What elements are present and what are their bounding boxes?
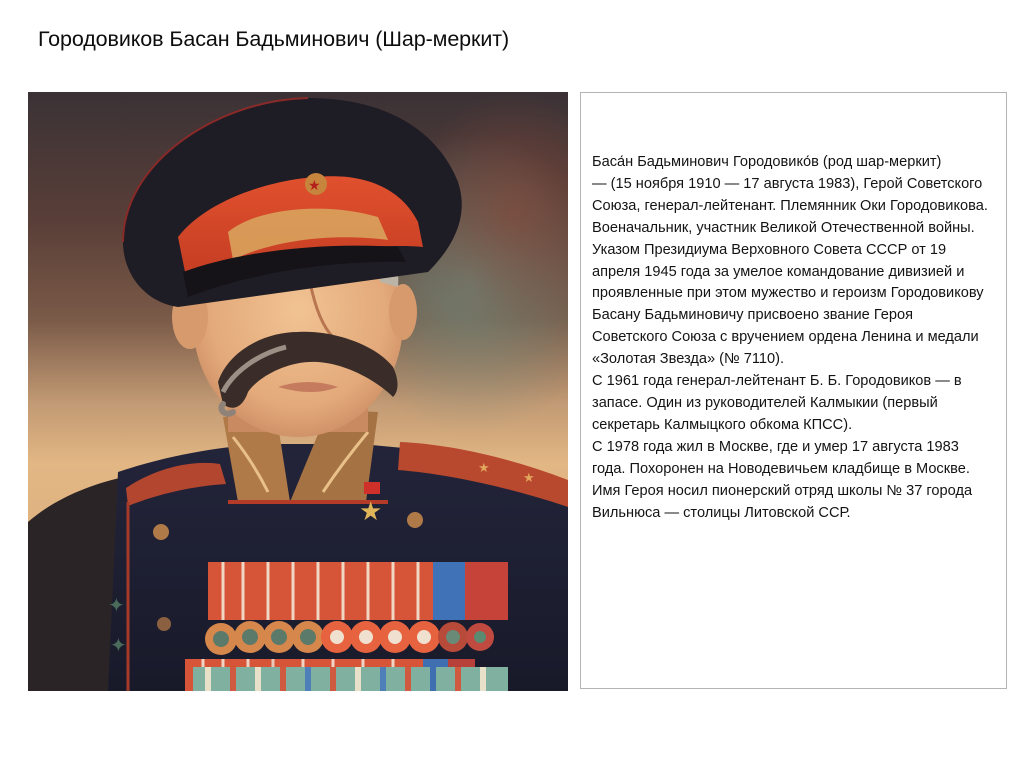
svg-text:★: ★ <box>359 497 383 527</box>
bio-paragraph-memory: Имя Героя носил пионерский отряд школы № 37 города Вильнюса — столицы Литовской ССР. <box>592 482 973 521</box>
svg-text:★: ★ <box>308 178 321 194</box>
svg-text:★: ★ <box>523 471 535 486</box>
bio-paragraph-name: Баса́н Бадьминович Городовико́в (род шар-меркит) <box>592 154 942 170</box>
bio-paragraph-reserve: С 1961 года генерал-лейтенант Б. Б. Городовиков — в запасе. Один из руководителей Калмыкии (первый секретарь Калмыцкого обкома КПСС). <box>592 373 962 433</box>
portrait-illustration <box>28 92 568 691</box>
bio-paragraph-moscow: С 1978 года жил в Москве, где и умер 17 августа 1983 года. Похоронен на Новодевичьем кладбище в Москве. <box>592 438 970 477</box>
svg-text:✦: ✦ <box>110 633 127 657</box>
svg-text:★: ★ <box>478 461 490 476</box>
bio-paragraph-war-service: Военачальник, участник Великой Отечественной войны. Указом Президиума Верховного Совета СССР от 19 апреля 1945 года за умелое командование дивизией и проявленные при этом мужество и героизм Городовикову Басану Бадьминовичу присвоено звание Героя Советского Союза с вручением ордена Ленина и медали «Золотая Звезда» (№ 7110). <box>592 219 984 368</box>
biography-text <box>592 152 992 524</box>
slide-title: Городовиков Басан Бадьминович (Шар-меркит) <box>38 27 510 51</box>
portrait-image <box>28 92 568 691</box>
svg-text:✦: ✦ <box>108 593 125 617</box>
bio-paragraph-dates: — (15 ноября 1910 — 17 августа 1983), Герой Советского Союза, генерал-лейтенант. Племянник Оки Городовикова. <box>592 175 988 214</box>
biography-panel <box>580 92 1007 689</box>
